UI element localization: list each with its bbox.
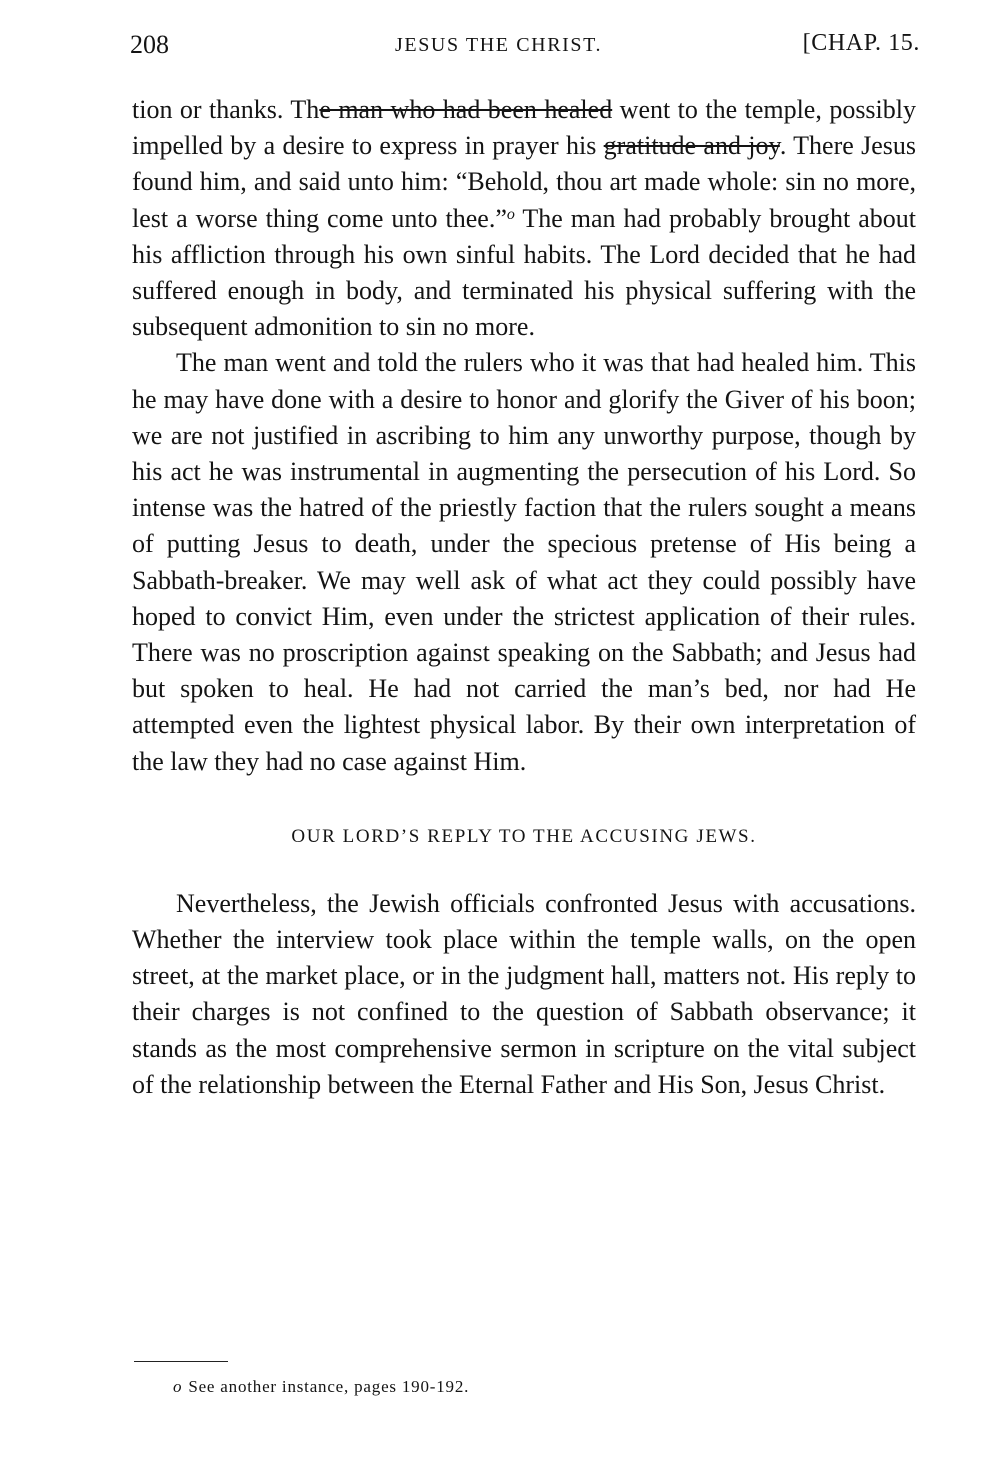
text-run: tion or thanks. Th [132, 95, 320, 124]
text-run: went to the temple, possibly impelled by a desire to express in prayer his [132, 95, 917, 161]
footnote-text: See another instance, pages 190-192. [188, 1377, 470, 1396]
section-heading: OUR LORD’S REPLY TO THE ACCUSING JEWS. [291, 825, 757, 847]
running-title: JESUS THE CHRIST. [395, 34, 603, 56]
paragraph: The man went and told the rulers who it was that had healed him. This he may have done with a desire to honor and glorify the Giver of his boon; we are not justified in ascribing to him any unworthy purpose, though by his act he was instrumental in augmenting the persecution of his Lord. So intense was the hatred of the priestly faction that the rulers sought a means of putting Jesus to death, under the specious pretense of His being a Sabbath-breaker. We may well ask of what act they could possibly have hoped to convict Him, even under the strictest application of their rules. There was no proscription against speaking on the Sabbath; and Jesus had but spoken to heal. He had not carried the man’s bed, nor had He attempted even the lightest physical labor. By their own interpretation of the law they had no case against Him. [132, 348, 916, 776]
running-header [130, 30, 920, 66]
footnote-marker: o [173, 1377, 183, 1396]
text-run: The man had probably brought about his affliction through his own sinful habits. The Lord decided that he had suffered enough in body, and terminated his physical suffering with the subsequent admonition to sin no more. [132, 203, 917, 342]
paragraph-continuation [132, 92, 916, 345]
footnote-rule [134, 1361, 228, 1362]
chapter-reference: [CHAP. 15. [802, 30, 920, 56]
text-run: . There Jesus found him, and said unto him: “Behold, thou art made whole: sin no more, lest a worse thing come unto thee.” [132, 131, 917, 233]
page-number: 208 [130, 30, 169, 59]
struck-text: gratitude and joy [603, 131, 780, 161]
paragraph: Nevertheless, the Jewish officials confronted Jesus with accusations. Whether the interview took place within the temple walls, on the open street, at the market place, or in the judgment hall, matters not. His reply to their charges is not confined to the question of Sabbath observance; it stands as the most comprehensive sermon in scripture on the vital subject of the relationship between the Eternal Father and His Son, Jesus Christ. [132, 888, 916, 1099]
footnote-marker: o [506, 205, 515, 223]
struck-text: e man who had been healed [319, 95, 613, 124]
body-text [132, 92, 916, 1103]
footnote [173, 1377, 469, 1397]
